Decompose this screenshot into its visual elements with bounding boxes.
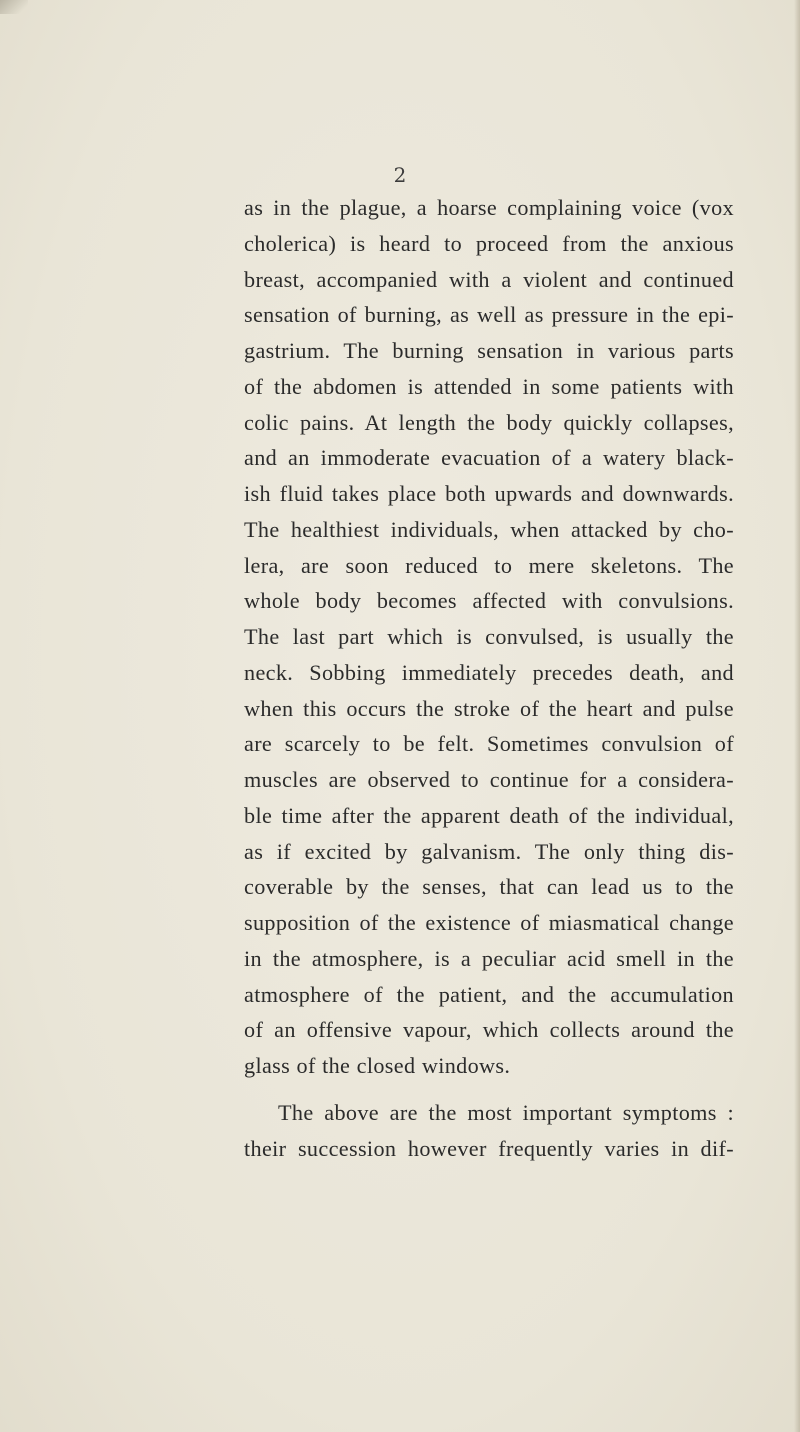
text-line: ish fluid takes place both upwards and downwards. bbox=[244, 481, 734, 506]
text-line: as if excited by galvanism. The only thing dis- bbox=[244, 838, 734, 864]
text-line: their succession however frequently varies in dif- bbox=[244, 1135, 734, 1161]
text-line: The above are the most important symptoms : bbox=[278, 1100, 734, 1125]
text-line: ble time after the apparent death of the individual, bbox=[244, 802, 734, 828]
text-line: lera, are soon reduced to mere skeletons. The bbox=[244, 552, 734, 578]
text-line: in the atmosphere, is a peculiar acid smell in the bbox=[244, 945, 734, 971]
text-line: sensation of burning, as well as pressure in the epi- bbox=[244, 302, 734, 328]
text-line: breast, accompanied with a violent and continued bbox=[244, 266, 734, 292]
text-line: The last part which is convulsed, is usually the bbox=[244, 624, 734, 649]
text-line: muscles are observed to continue for a considera- bbox=[244, 767, 734, 792]
text-line: The healthiest individuals, when attacked by cho- bbox=[244, 516, 734, 542]
text-line: as in the plague, a hoarse complaining voice (vox bbox=[244, 195, 734, 220]
page-number: 2 bbox=[393, 163, 407, 187]
text-line: gastrium. The burning sensation in various parts bbox=[244, 338, 734, 363]
text-line: supposition of the existence of miasmatical change bbox=[244, 910, 734, 935]
text-line: atmosphere of the patient, and the accumulation bbox=[244, 981, 734, 1007]
paragraph-2 bbox=[244, 1095, 734, 1167]
text-line: cholerica) is heard to proceed from the anxious bbox=[244, 230, 734, 256]
text-line: colic pains. At length the body quickly collapses, bbox=[244, 409, 734, 435]
text-line: of an offensive vapour, which collects around the bbox=[244, 1017, 734, 1043]
text-line: coverable by the senses, that can lead us to the bbox=[244, 874, 734, 900]
text-line: glass of the closed windows. bbox=[244, 1053, 511, 1078]
page-corner-stain bbox=[0, 0, 28, 14]
paragraph-1 bbox=[244, 190, 734, 1084]
text-line: whole body becomes affected with convulsions. bbox=[244, 588, 734, 614]
text-line: and an immoderate evacuation of a watery black- bbox=[244, 445, 734, 471]
text-line: neck. Sobbing immediately precedes death, and bbox=[244, 659, 734, 685]
text-line: of the abdomen is attended in some patients with bbox=[244, 373, 734, 399]
text-line: when this occurs the stroke of the heart and pulse bbox=[244, 695, 734, 721]
text-line: are scarcely to be felt. Sometimes convulsion of bbox=[244, 731, 734, 757]
page-edge-shadow bbox=[794, 0, 800, 1432]
